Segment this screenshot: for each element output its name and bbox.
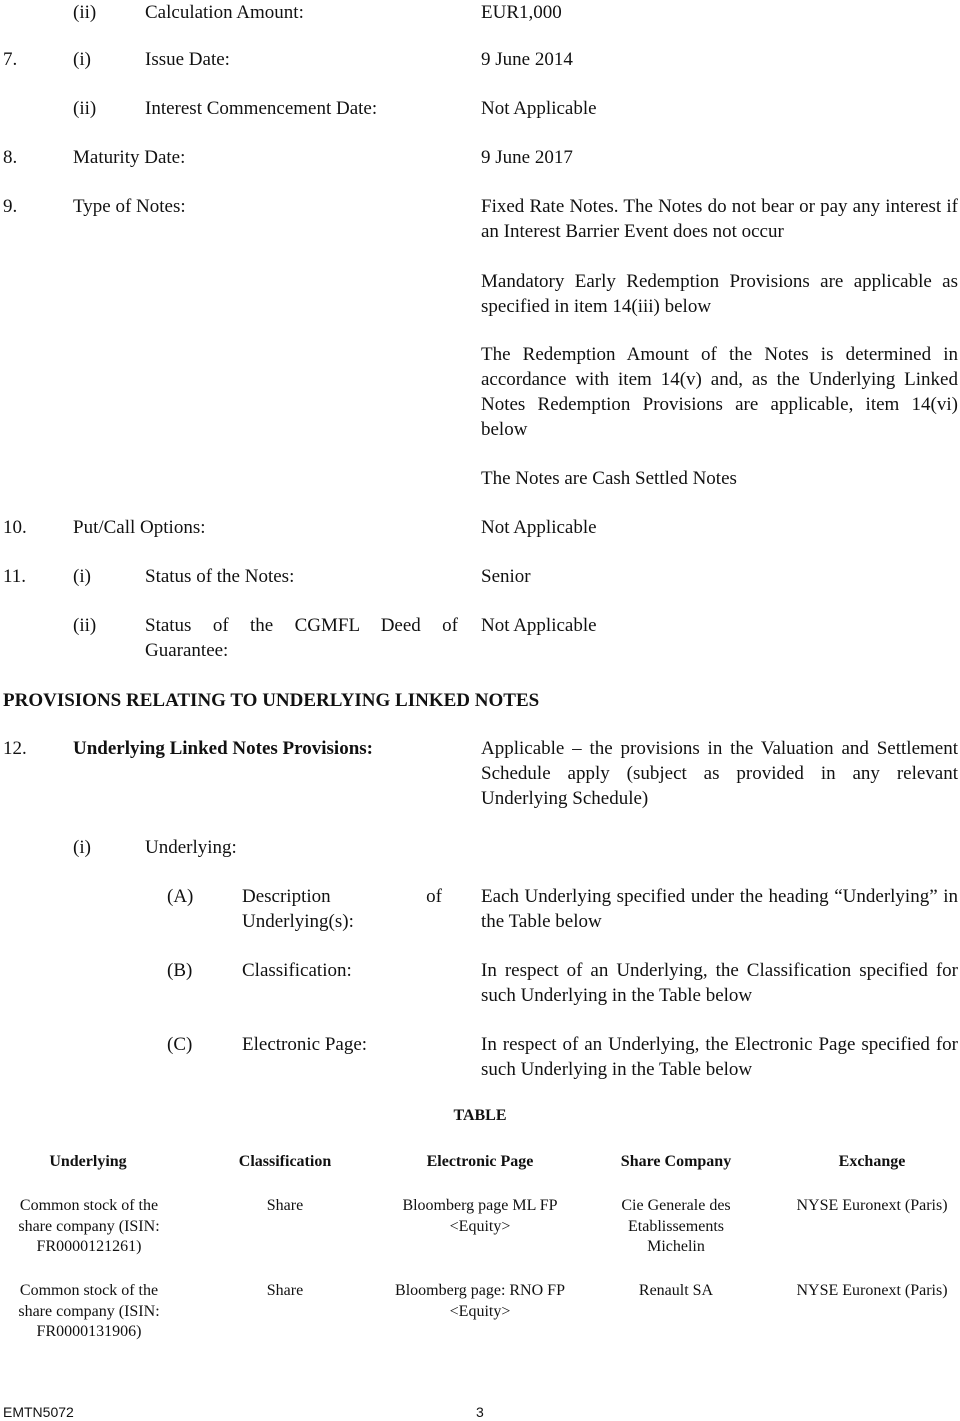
- table-row-1-underlying: Common stock of the share company (ISIN: FR0000121261): [18, 1197, 160, 1255]
- item-B-number: (B): [167, 960, 193, 981]
- item-11ii-number: (ii): [73, 615, 97, 636]
- item-12i-number: (i): [73, 837, 91, 858]
- type-of-notes-paragraph-3: The Redemption Amount of the Notes is determined in accordance with item 14(v) and, as the Underlying Linked Notes Redemption Provisions are applicable, item 14(vi) below: [481, 344, 958, 440]
- put-call-options-label: Put/Call Options:: [73, 517, 206, 538]
- item-10-number: 10.: [3, 517, 27, 538]
- type-of-notes-paragraph-2: Mandatory Early Redemption Provisions are applicable as specified in item 14(iii) below: [481, 271, 958, 317]
- table-header-underlying: Underlying: [49, 1153, 127, 1170]
- section-heading: PROVISIONS RELATING TO UNDERLYING LINKED NOTES: [3, 690, 540, 711]
- status-of-deed-of-guarantee-label: Status of the CGMFL Deed of Guarantee:: [145, 615, 458, 661]
- item-7-number: 7.: [3, 49, 18, 70]
- table-row-1-electronic-page: Bloomberg page ML FP <Equity>: [402, 1197, 558, 1235]
- issue-date-value: 9 June 2014: [481, 49, 573, 70]
- table-header-share-company: Share Company: [620, 1153, 732, 1170]
- item-6ii-number: (ii): [73, 2, 97, 23]
- item-9-number: 9.: [3, 196, 18, 217]
- classification-label: Classification:: [242, 960, 352, 981]
- type-of-notes-paragraph-1: Fixed Rate Notes. The Notes do not bear or pay any interest if an Interest Barrier Event does not occur: [481, 196, 958, 242]
- status-of-notes-value: Senior: [481, 566, 531, 587]
- type-of-notes-label: Type of Notes:: [73, 196, 186, 217]
- table-row-2-electronic-page: Bloomberg page: RNO FP <Equity>: [395, 1282, 565, 1320]
- electronic-page-value: In respect of an Underlying, the Electronic Page specified for such Underlying in the Table below: [481, 1034, 958, 1080]
- maturity-date-value: 9 June 2017: [481, 147, 573, 168]
- status-of-deed-of-guarantee-value: Not Applicable: [481, 615, 597, 636]
- item-A-number: (A): [167, 886, 194, 907]
- table-row-1-share-company: Cie Generale des Etablissements Michelin: [621, 1197, 731, 1255]
- interest-commencement-date-label: Interest Commencement Date:: [145, 98, 378, 119]
- electronic-page-label: Electronic Page:: [242, 1034, 368, 1055]
- table-header-exchange: Exchange: [838, 1153, 906, 1170]
- table-row-2-classification: Share: [266, 1282, 304, 1299]
- description-of-underlying-value: Each Underlying specified under the heading “Underlying” in the Table below: [481, 886, 958, 932]
- description-of-underlying-label: Description of Underlying(s):: [242, 886, 442, 932]
- item-8-number: 8.: [3, 147, 18, 168]
- item-12-number: 12.: [3, 738, 27, 759]
- calculation-amount-value: EUR1,000: [481, 2, 562, 23]
- table-header-classification: Classification: [238, 1153, 332, 1170]
- status-of-notes-label: Status of the Notes:: [145, 566, 295, 587]
- put-call-options-value: Not Applicable: [481, 517, 597, 538]
- issue-date-label: Issue Date:: [145, 49, 230, 70]
- maturity-date-label: Maturity Date:: [73, 147, 186, 168]
- table-row-1-classification: Share: [266, 1197, 304, 1214]
- underlying-label: Underlying:: [145, 837, 237, 858]
- footer-page-number: 3: [476, 1404, 484, 1420]
- item-C-number: (C): [167, 1034, 193, 1055]
- calculation-amount-label: Calculation Amount:: [145, 2, 304, 23]
- table-header-electronic-page: Electronic Page: [426, 1153, 534, 1170]
- table-row-2-underlying: Common stock of the share company (ISIN: FR0000131906): [18, 1282, 160, 1340]
- footer-document-code: EMTN5072: [3, 1404, 74, 1420]
- interest-commencement-date-value: Not Applicable: [481, 98, 597, 119]
- table-title: TABLE: [453, 1107, 507, 1124]
- type-of-notes-paragraph-4: The Notes are Cash Settled Notes: [481, 468, 737, 489]
- item-7i-number: (i): [73, 49, 91, 70]
- table-row-2-exchange: NYSE Euronext (Paris): [796, 1282, 948, 1299]
- item-7ii-number: (ii): [73, 98, 97, 119]
- item-11i-number: (i): [73, 566, 91, 587]
- classification-value: In respect of an Underlying, the Classification specified for such Underlying in the Table below: [481, 960, 958, 1006]
- underlying-linked-notes-provisions-value: Applicable – the provisions in the Valuation and Settlement Schedule apply (subject as provided in any relevant Underlying Schedule): [481, 738, 958, 809]
- table-row-2-share-company: Renault SA: [638, 1282, 714, 1299]
- item-11-number: 11.: [3, 566, 27, 587]
- underlying-linked-notes-provisions-label: Underlying Linked Notes Provisions:: [73, 738, 373, 759]
- table-row-1-exchange: NYSE Euronext (Paris): [796, 1197, 948, 1214]
